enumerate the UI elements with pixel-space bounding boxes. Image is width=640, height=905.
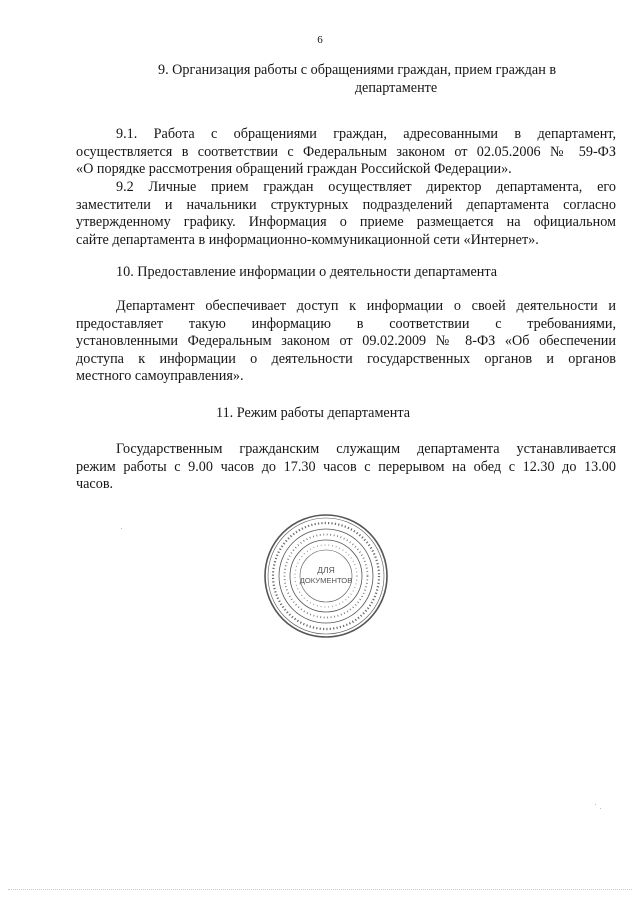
section-9-heading-line-1: 9. Организация работы с обращениями граждан, прием граждан в	[157, 62, 557, 78]
official-seal-icon	[262, 512, 390, 640]
section-11-heading	[76, 404, 616, 422]
bottom-scan-line	[8, 889, 632, 891]
section-9-heading	[76, 61, 616, 97]
text-line: Государственным гражданским служащим департамента устанавливается	[116, 441, 616, 457]
text-line: Департамент обеспечивает доступ к информации о своей деятельности и	[116, 298, 616, 314]
seal-text-line-1: ДЛЯ	[317, 565, 335, 575]
text-line: утвержденному графику. Информация о приеме размещается на официальном	[76, 214, 616, 230]
section-9-heading-line-2: департаменте	[354, 80, 438, 96]
section-11-paragraph-1	[76, 441, 616, 494]
text-line: заместители и начальники структурных подразделений департамента согласно	[76, 196, 616, 213]
section-11-heading-text: 11. Режим работы департамента	[216, 405, 410, 421]
text-line: режим работы с 9.00 часов до 17.30 часов с перерывом на обед с 12.30 до 13.00	[76, 458, 616, 475]
text-line: 9.2 Личные прием граждан осуществляет директор департамента, его	[116, 179, 616, 195]
text-line: предоставляет такую информацию в соответствии с требованиями,	[76, 315, 616, 332]
section-9-paragraph-1	[76, 126, 616, 179]
section-9-paragraph-2	[76, 179, 616, 249]
scan-speck	[600, 808, 601, 809]
text-line: 9.1. Работа с обращениями граждан, адресованными в департамент,	[116, 126, 616, 142]
scan-speck	[595, 804, 596, 805]
text-line: часов.	[76, 476, 114, 492]
text-line: установленными Федеральным законом от 09.02.2009 № 8-ФЗ «Об обеспечении	[76, 333, 616, 349]
text-line: сайте департамента в информационно-коммуникационной сети «Интернет».	[76, 231, 539, 248]
page-number: 6	[317, 34, 323, 46]
text-line: «О порядке рассмотрения обращений граждан Российской Федерации».	[76, 161, 512, 177]
section-10-paragraph-1	[76, 298, 616, 386]
section-10-heading: 10. Предоставление информации о деятельности департамента	[116, 264, 498, 280]
scan-speck	[121, 528, 122, 529]
text-line: местного самоуправления».	[76, 368, 244, 384]
text-line: доступа к информации о деятельности государственных органов и органов	[76, 350, 616, 367]
text-line: осуществляется в соответствии с Федеральным законом от 02.05.2006 № 59-ФЗ	[76, 143, 616, 160]
seal-text-line-2: ДОКУМЕНТОВ	[299, 576, 353, 585]
